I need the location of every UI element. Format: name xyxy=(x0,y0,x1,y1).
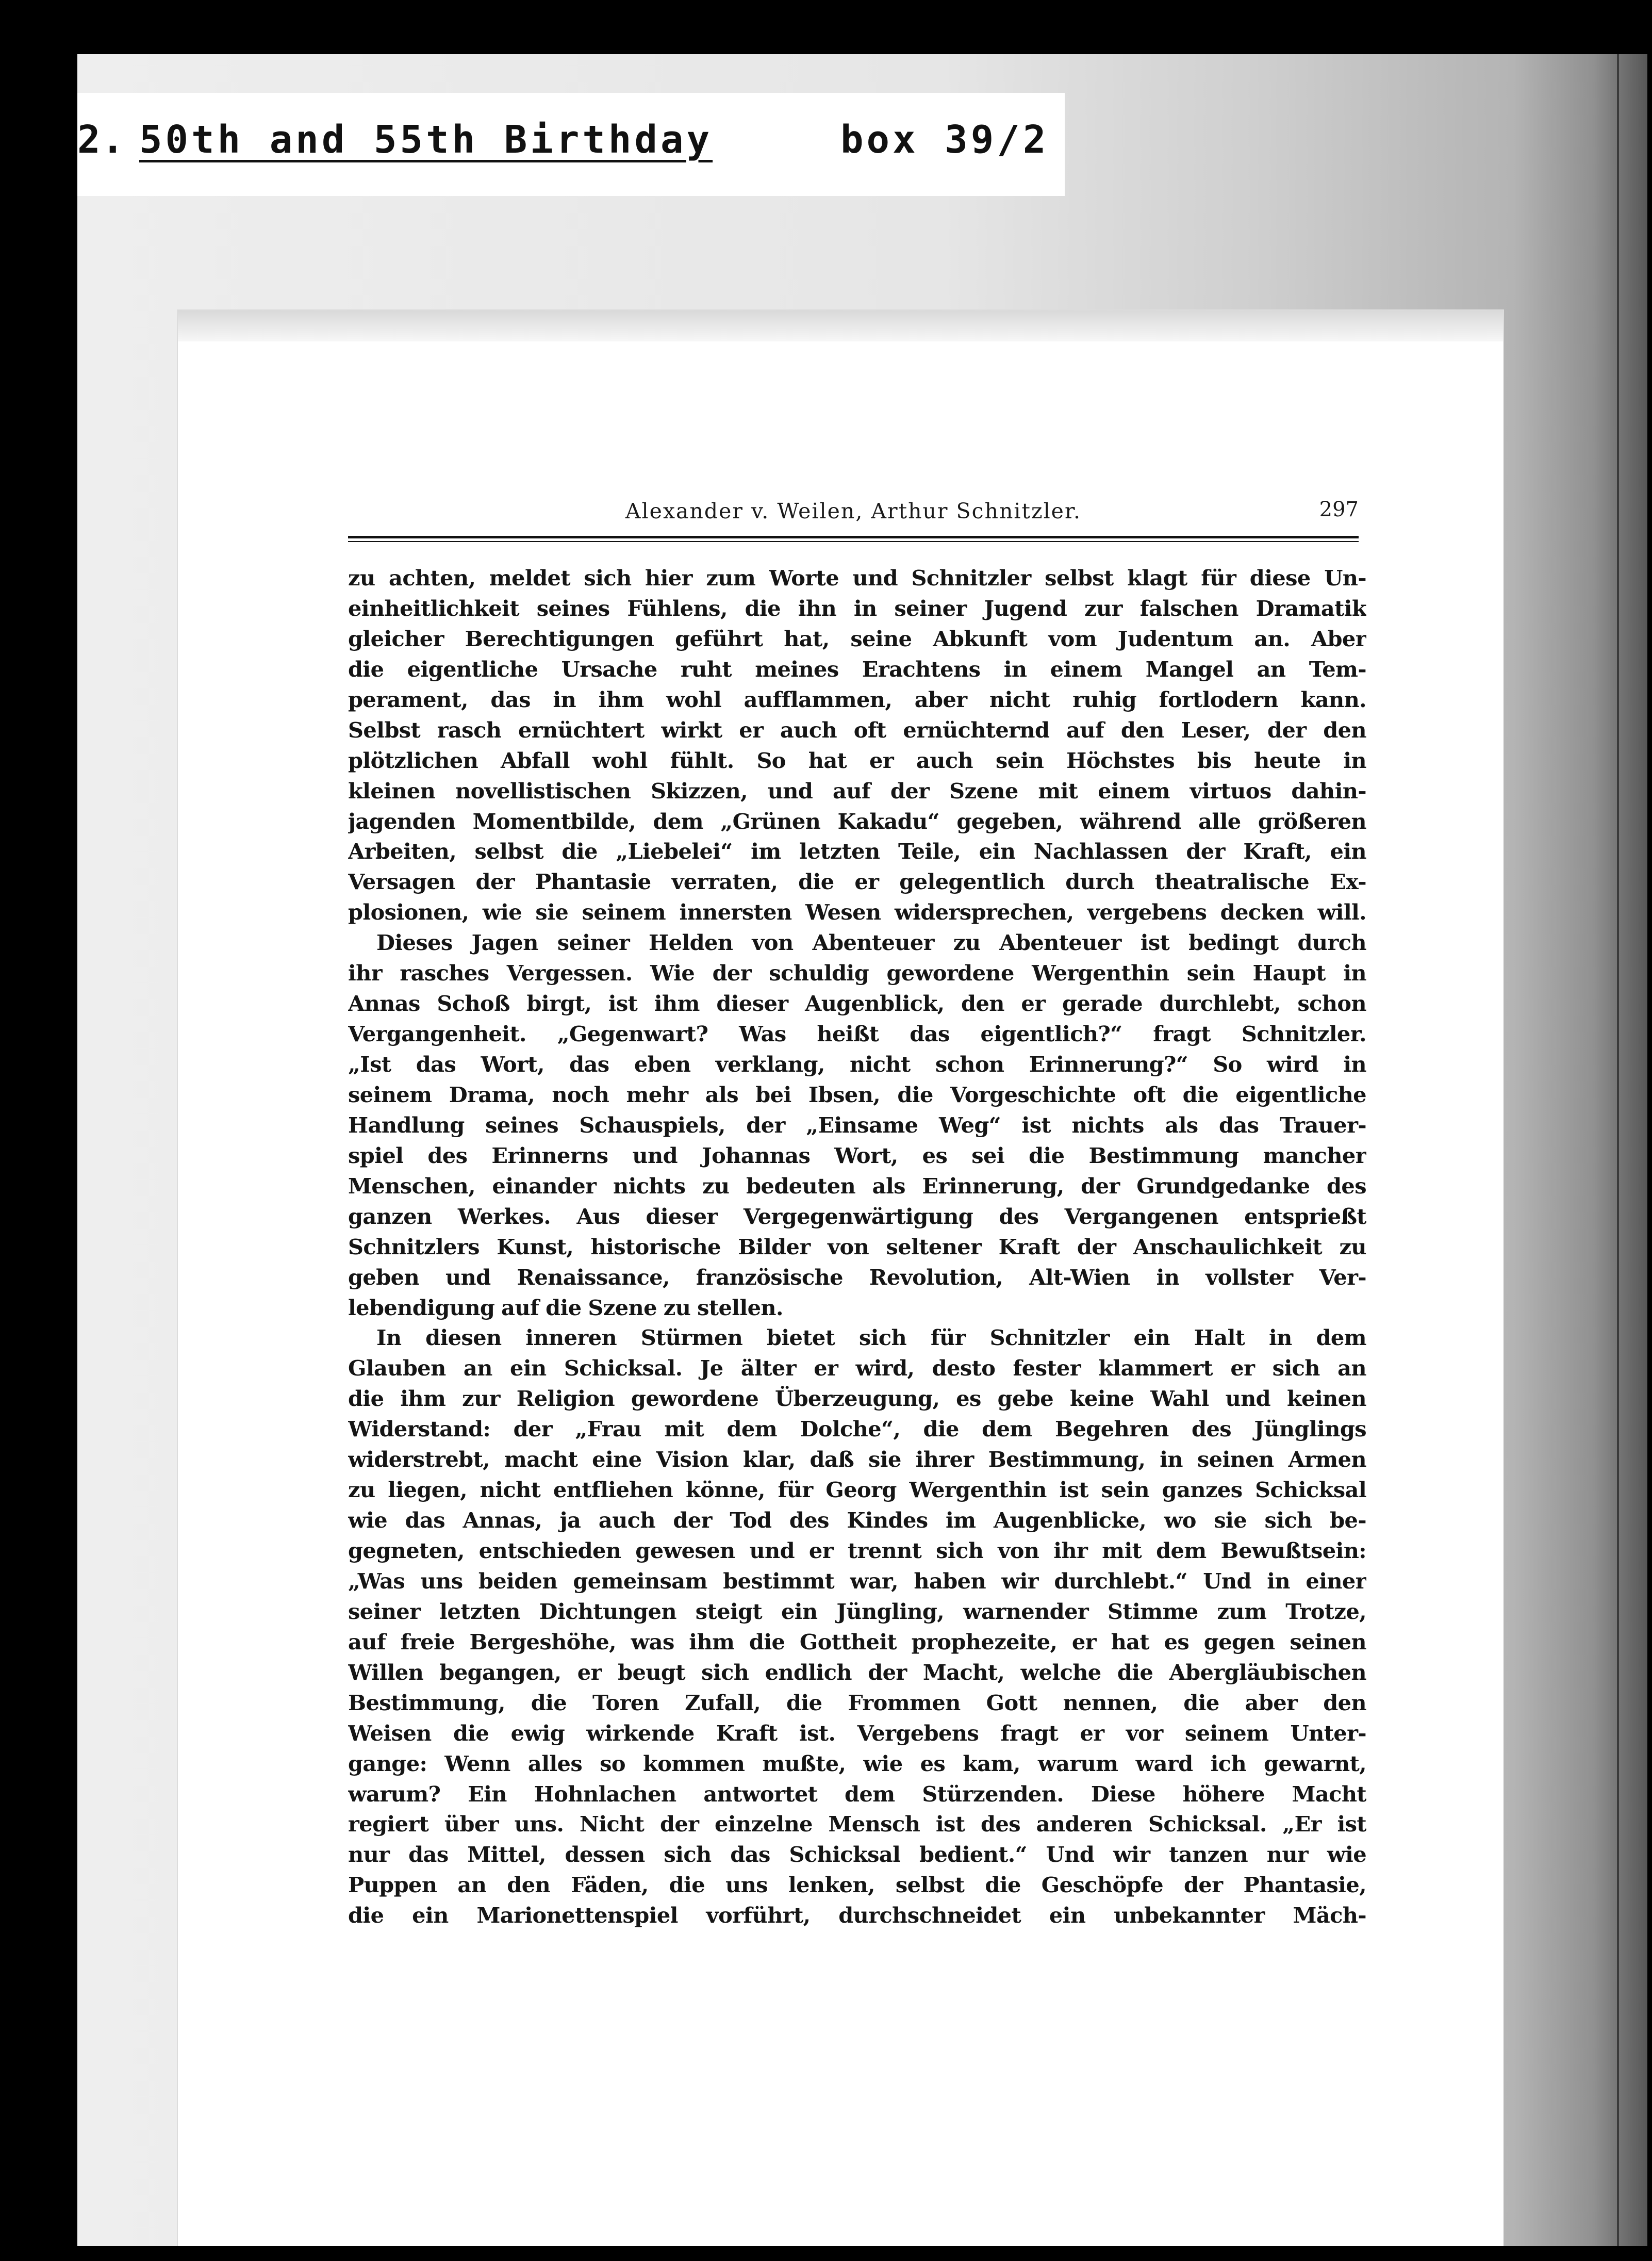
text-line: wie das Annas, ja auch der Tod des Kindes im Augenblicke, wo sie sich be- xyxy=(348,1508,1366,1533)
text-line: Schnitzlers Kunst, historische Bilder von seltener Kraft der Anschaulichkeit zu xyxy=(348,1234,1366,1259)
page-top-shadow xyxy=(178,310,1503,341)
text-line: seinem Drama, noch mehr als bei Ibsen, die Vorgeschichte oft die eigentliche xyxy=(348,1082,1366,1107)
text-line: Menschen, einander nichts zu bedeuten als Erinnerung, der Grundgedanke des xyxy=(348,1173,1366,1199)
text-line: Annas Schoß birgt, ist ihm dieser Augenblick, den er gerade durchlebt, schon xyxy=(348,991,1366,1017)
label-title: 50th and 55th Birthday xyxy=(139,118,713,162)
text-line: auf freie Bergeshöhe, was ihm die Gottheit prophezeite, er hat es gegen seinen xyxy=(348,1629,1366,1654)
text-line: Glauben an ein Schicksal. Je älter er wird, desto fester klammert er sich an xyxy=(348,1355,1366,1381)
paragraph-end-line: lebendigung auf die Szene zu stellen. xyxy=(348,1295,783,1320)
text-line: Widerstand: der „Frau mit dem Dolche“, die dem Begehren des Jünglings xyxy=(348,1416,1366,1442)
text-line: plötzlichen Abfall wohl fühlt. So hat er auch sein Höchstes bis heute in xyxy=(348,747,1366,773)
text-line: gange: Wenn alles so kommen mußte, wie es kam, warum ward ich gewarnt, xyxy=(348,1750,1366,1776)
text-line: Weisen die ewig wirkende Kraft ist. Vergebens fragt er vor seinem Unter- xyxy=(348,1720,1366,1746)
text-line: die ihm zur Religion gewordene Überzeugung, es gebe keine Wahl und keinen xyxy=(348,1386,1366,1412)
text-line: die eigentliche Ursache ruht meines Erachtens in einem Mangel an Tem- xyxy=(348,656,1366,682)
text-line: kleinen novellistischen Skizzen, und auf der Szene mit einem virtuos dahin- xyxy=(348,778,1366,804)
text-line: Bestimmung, die Toren Zufall, die Frommen Gott nennen, die aber den xyxy=(348,1690,1366,1715)
film-shadow xyxy=(1513,54,1647,2246)
label-cut-prefix: 2. xyxy=(77,118,126,162)
text-line: die ein Marionettenspiel vorführt, durchschneidet ein unbekannter Mäch- xyxy=(348,1903,1366,1928)
text-line: seiner letzten Dichtungen steigt ein Jüngling, warnender Stimme zum Trotze, xyxy=(348,1598,1366,1624)
text-line: „Was uns beiden gemeinsam bestimmt war, haben wir durchlebt.“ Und in einer xyxy=(348,1568,1366,1594)
text-line: jagenden Momentbilde, dem „Grünen Kakadu“ gegeben, während alle größeren xyxy=(348,808,1366,834)
film-edge-line xyxy=(1617,54,1619,2246)
text-line: geben und Renaissance, französische Revolution, Alt-Wien in vollster Ver- xyxy=(348,1264,1366,1290)
page-number: 297 xyxy=(1319,498,1359,521)
body-text xyxy=(348,563,1366,1931)
text-line: Vergangenheit. „Gegenwart? Was heißt das eigentlich?“ fragt Schnitzler. xyxy=(348,1021,1366,1047)
text-line: spiel des Erinnerns und Johannas Wort, es sei die Bestimmung mancher xyxy=(348,1142,1366,1168)
text-line: zu achten, meldet sich hier zum Worte und Schnitzler selbst klagt für diese Un- xyxy=(348,565,1366,591)
text-line: „Ist das Wort, das eben verklang, nicht schon Erinnerung?“ So wird in xyxy=(348,1052,1366,1077)
microfilm-frame xyxy=(77,54,1647,2246)
text-line: zu liegen, nicht entfliehen könne, für Georg Wergenthin ist sein ganzes Schicksal xyxy=(348,1477,1366,1503)
text-line: regiert über uns. Nicht der einzelne Mensch ist des anderen Schicksal. „Er ist xyxy=(348,1811,1366,1837)
header-rule xyxy=(348,536,1359,542)
paragraph-start-line: Dieses Jagen seiner Helden von Abenteuer zu Abenteuer ist bedingt durch xyxy=(376,930,1366,956)
printed-page xyxy=(178,310,1503,2246)
text-line: warum? Ein Hohnlachen antwortet dem Stürzenden. Diese höhere Macht xyxy=(348,1781,1366,1807)
label-box-number: box 39/2 xyxy=(840,118,1049,162)
text-line: Versagen der Phantasie verraten, die er gelegentlich durch theatralische Ex- xyxy=(348,869,1366,895)
text-line: widerstrebt, macht eine Vision klar, daß sie ihrer Bestimmung, in seinen Armen xyxy=(348,1447,1366,1472)
page-header xyxy=(348,494,1359,535)
text-line: Willen begangen, er beugt sich endlich der Macht, welche die Abergläubischen xyxy=(348,1659,1366,1685)
text-line: Selbst rasch ernüchtert wirkt er auch oft ernüchternd auf den Leser, der den xyxy=(348,717,1366,743)
text-line: plosionen, wie sie seinem innersten Wesen widersprechen, vergebens decken will. xyxy=(348,899,1366,925)
paragraph-start-line: In diesen inneren Stürmen bietet sich für Schnitzler ein Halt in dem xyxy=(376,1325,1366,1351)
text-line: nur das Mittel, dessen sich das Schicksal bedient.“ Und wir tanzen nur wie xyxy=(348,1842,1366,1867)
archive-label xyxy=(77,93,1065,196)
text-line: gegneten, entschieden gewesen und er trennt sich von ihr mit dem Bewußtsein: xyxy=(348,1538,1366,1563)
text-line: ganzen Werkes. Aus dieser Vergegenwärtigung des Vergangenen entsprießt xyxy=(348,1203,1366,1229)
text-line: Puppen an den Fäden, die uns lenken, selbst die Geschöpfe der Phantasie, xyxy=(348,1872,1366,1898)
text-line: Arbeiten, selbst die „Liebelei“ im letzten Teile, ein Nachlassen der Kraft, ein xyxy=(348,839,1366,864)
running-head: Alexander v. Weilen, Arthur Schnitzler. xyxy=(625,499,1082,523)
text-line: ihr rasches Vergessen. Wie der schuldig gewordene Wergenthin sein Haupt in xyxy=(348,960,1366,986)
text-line: Handlung seines Schauspiels, der „Einsame Weg“ ist nichts als das Trauer- xyxy=(348,1112,1366,1138)
text-line: perament, das in ihm wohl aufflammen, aber nicht ruhig fortlodern kann. xyxy=(348,686,1366,712)
text-line: einheitlichkeit seines Fühlens, die ihn in seiner Jugend zur falschen Dramatik xyxy=(348,595,1366,621)
text-line: gleicher Berechtigungen geführt hat, seine Abkunft vom Judentum an. Aber xyxy=(348,626,1366,651)
